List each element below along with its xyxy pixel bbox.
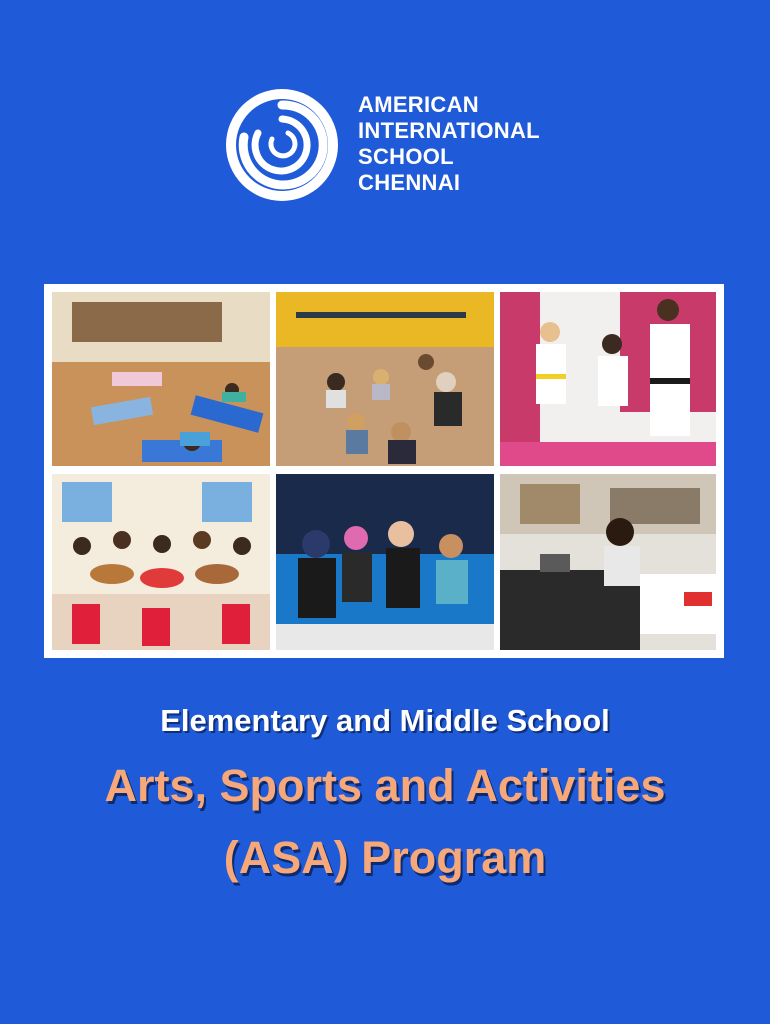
school-name-line-2: INTERNATIONAL (358, 118, 540, 143)
school-name-line-1: AMERICAN (358, 92, 479, 117)
circle-time-photo (276, 292, 494, 466)
headline-line-2: (ASA) Program (223, 832, 547, 883)
photo-collage (44, 284, 724, 658)
school-logo-icon (222, 85, 342, 205)
school-name (358, 92, 540, 196)
taekwondo-photo (500, 292, 716, 466)
subtitle: Elementary and Middle School (160, 703, 610, 738)
guitar-class-photo (52, 474, 270, 650)
robotics-photo (500, 474, 716, 650)
school-name-line-4: CHENNAI (358, 170, 461, 195)
yoga-class-photo (52, 292, 270, 466)
headline-line-1: Arts, Sports and Activities (104, 760, 666, 811)
swimming-photo (276, 474, 494, 650)
school-name-line-3: SCHOOL (358, 144, 454, 169)
